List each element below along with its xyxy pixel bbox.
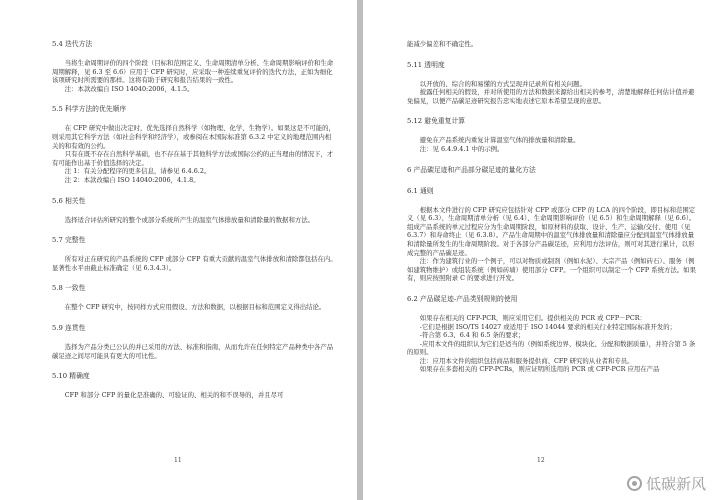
spacer xyxy=(52,93,337,105)
spacer xyxy=(52,333,337,343)
paragraph: 当将生命周期评价的四个阶段（目标和范围定义、生命周期清单分析、生命周期影响评价和生命周期解释，见 6.3 至 6.6）应用于 CFP 研究时，应采取一种连续重复评价的迭代方法，正如为细化该项研究时所需要的那样。这将有助于研究和报告结果的一致性。 xyxy=(52,59,334,85)
section-heading: 6.2 产品碳足迹-产品类别规则的使用 xyxy=(407,294,518,303)
section-heading: 5.12 避免重复计算 xyxy=(407,117,466,126)
paragraph: 注 2：本款改编自 ISO 14040:2006，4.1.8。 xyxy=(52,175,200,184)
section-heading: 5.4 迭代方法 xyxy=(52,40,93,48)
left-page-content xyxy=(52,40,337,400)
paragraph: 如果存在多套相关的 CFP-PCRs，则应证明所选用的 PCR 或 CFP-PCR 应用在产品 xyxy=(407,365,660,374)
paragraph: 选择为产品分类已公认的并已采用的方法、标准和指南，从而允许在任何特定产品种类中各产品碳足迹之间尽可能具有更大的可比性。 xyxy=(52,342,334,360)
section-heading: 6.1 通则 xyxy=(407,186,434,195)
paragraph: 注：见 6.4.9.4.1 中的示例。 xyxy=(407,144,504,153)
spacer xyxy=(52,312,337,324)
low-carbon-logo-icon xyxy=(627,476,642,491)
spacer xyxy=(407,175,700,187)
spacer xyxy=(52,206,337,216)
spacer xyxy=(52,185,337,197)
spacer xyxy=(52,224,337,236)
paragraph: 注：应用本文件的组织包括商品和服务提供商、CFP 研究的从业者和专员。 xyxy=(407,356,634,365)
paragraph: 注：作为建筑行业的一个例子，可以对物质或制剂（例如水泥）、大宗产品（例如砖石）、服务（例如建筑物维护）或组装系统（例如砖墙）使用部分 CFP。一个组织可以制定一个 CFP 系统方法。如果有，则应按照附录 C 的要求进行开发。 xyxy=(407,257,696,283)
spacer xyxy=(52,360,337,372)
page-number: 12 xyxy=(537,457,545,464)
paragraph: 披露任何相关的假设，并对所使用的方法和数据来源给出相关的参考，清楚地解释任何估计值并避免偏见，以便产品碳足迹研究报告忠实地表述它原本希望呈现的意思。 xyxy=(407,88,695,105)
left-page xyxy=(0,0,357,500)
spacer xyxy=(407,70,700,80)
watermark-text: 低碳新风 xyxy=(645,475,706,493)
spacer xyxy=(52,293,337,303)
section-heading: 5.5 科学方法的优先顺序 xyxy=(52,105,127,114)
spacer xyxy=(407,126,700,136)
section-heading: 5.8 一致性 xyxy=(52,284,86,293)
spacer xyxy=(52,272,337,284)
spacer xyxy=(407,49,700,61)
paragraph: -符合第 6.3、6.4 和 6.5 条的要求； xyxy=(407,331,525,340)
paragraph: 选择适合评估所研究的整个或部分系统所产生的温室气体排放量和清除量的数据和方法。 xyxy=(52,215,315,224)
section-heading: 5.6 相关性 xyxy=(52,196,86,205)
paragraph: 在整个 CFP 研究中，按同样方式应用假设、方法和数据，以根据目标和范围定义得出结论。 xyxy=(52,303,326,312)
paragraph: 根据本文件进行的 CFP 研究应包括针对 CFP 或部分 CFP 的 LCA 的四个阶段，即目标和范围定义（见 6.3）、生命周期清单分析（见 6.4）、生命周期影响评价（见 6.5）和生命周期解释（见 6.6）。组成产品系统的单元过程应分为生命周期阶段，如原材料的获取、设计、生产、运输/交付、使用（见 6.3.7）和寿命终止（见 6.3.8）。产品生命周期中的温室气体排放量和清除量应分配到温室气体排放量和清除量所发生的生命周期阶段。对于各部分产品碳足迹，应利用方法评估，则可对其进行累计，以形成完整的产品碳足迹。 xyxy=(407,205,696,257)
spacer xyxy=(52,245,337,255)
spacer xyxy=(52,114,337,124)
paragraph: 所有对正在研究的产品系统的 CFP 或部分 CFP 有重大贡献的温室气体排放和清除都包括在内。显著性水平由截止标准确定（见 6.3.4.3）。 xyxy=(52,255,337,272)
paragraph: -应用本文件的组织认为它们是适当的（例如系统边界、模块化、分配和数据质量），并符合第 5 条的原则。 xyxy=(407,339,696,357)
spacer xyxy=(52,49,337,59)
right-page-content xyxy=(407,40,700,374)
spacer xyxy=(407,283,700,295)
section-heading: 5.10 精确度 xyxy=(52,372,90,381)
paragraph: 在 CFP 研究中做出决定时，优先选择自然科学（如物理、化学、生物学）。如果这是不可能的，则采用其它科学方法（如社会科学和经济学），或参阅在本国际标准第 6.3.2 中定义的地理范围内相关的和有效的公约。 xyxy=(52,124,335,150)
paragraph: -它们是根据 ISO/TS 14027 或适用于 ISO 14044 要求的相关行业特定国际标准开发的； xyxy=(407,322,677,331)
page-number: 11 xyxy=(174,457,182,464)
right-page xyxy=(363,0,720,500)
spacer xyxy=(407,154,700,166)
paragraph: 注：本款改编自 ISO 14040:2006，4.1.5。 xyxy=(52,84,194,93)
paragraph: 能减少偏差和不确定性。 xyxy=(407,40,478,48)
spacer xyxy=(52,381,337,391)
spacer xyxy=(407,304,700,314)
paragraph: 只有在既不存在自然科学基础，也不存在基于其他科学方法或国际公约的正当理由的情况下，才有可能作出基于价值选择的决定。 xyxy=(52,150,334,167)
section-heading: 5.11 透明度 xyxy=(407,60,445,69)
section-heading: 5.7 完整性 xyxy=(52,236,86,245)
section-heading: 5.9 连贯性 xyxy=(52,323,86,332)
spacer xyxy=(407,105,700,117)
paragraph: CFP 和部分 CFP 的量化是准确的、可验证的、相关的和不误导的，并且尽可 xyxy=(52,391,284,400)
paragraph: 避免在产品系统内重复计算温室气体的排放量和清除量。 xyxy=(407,136,580,145)
paragraph: 以开放的、综合的和易懂的方式呈现并记录所有相关问题。 xyxy=(407,79,586,88)
paragraph: 如果存在相关的 CFP-PCR，则应采用它们。提供相关的 PCR 或 CFP－PCR： xyxy=(407,313,646,322)
watermark xyxy=(627,473,706,494)
spacer xyxy=(407,196,700,206)
paragraph: 注 1：有关分配程序的更多信息，请参见 6.4.6.2。 xyxy=(52,167,211,176)
section-heading: 6 产品碳足迹和产品部分碳足迹的量化方法 xyxy=(407,165,536,174)
